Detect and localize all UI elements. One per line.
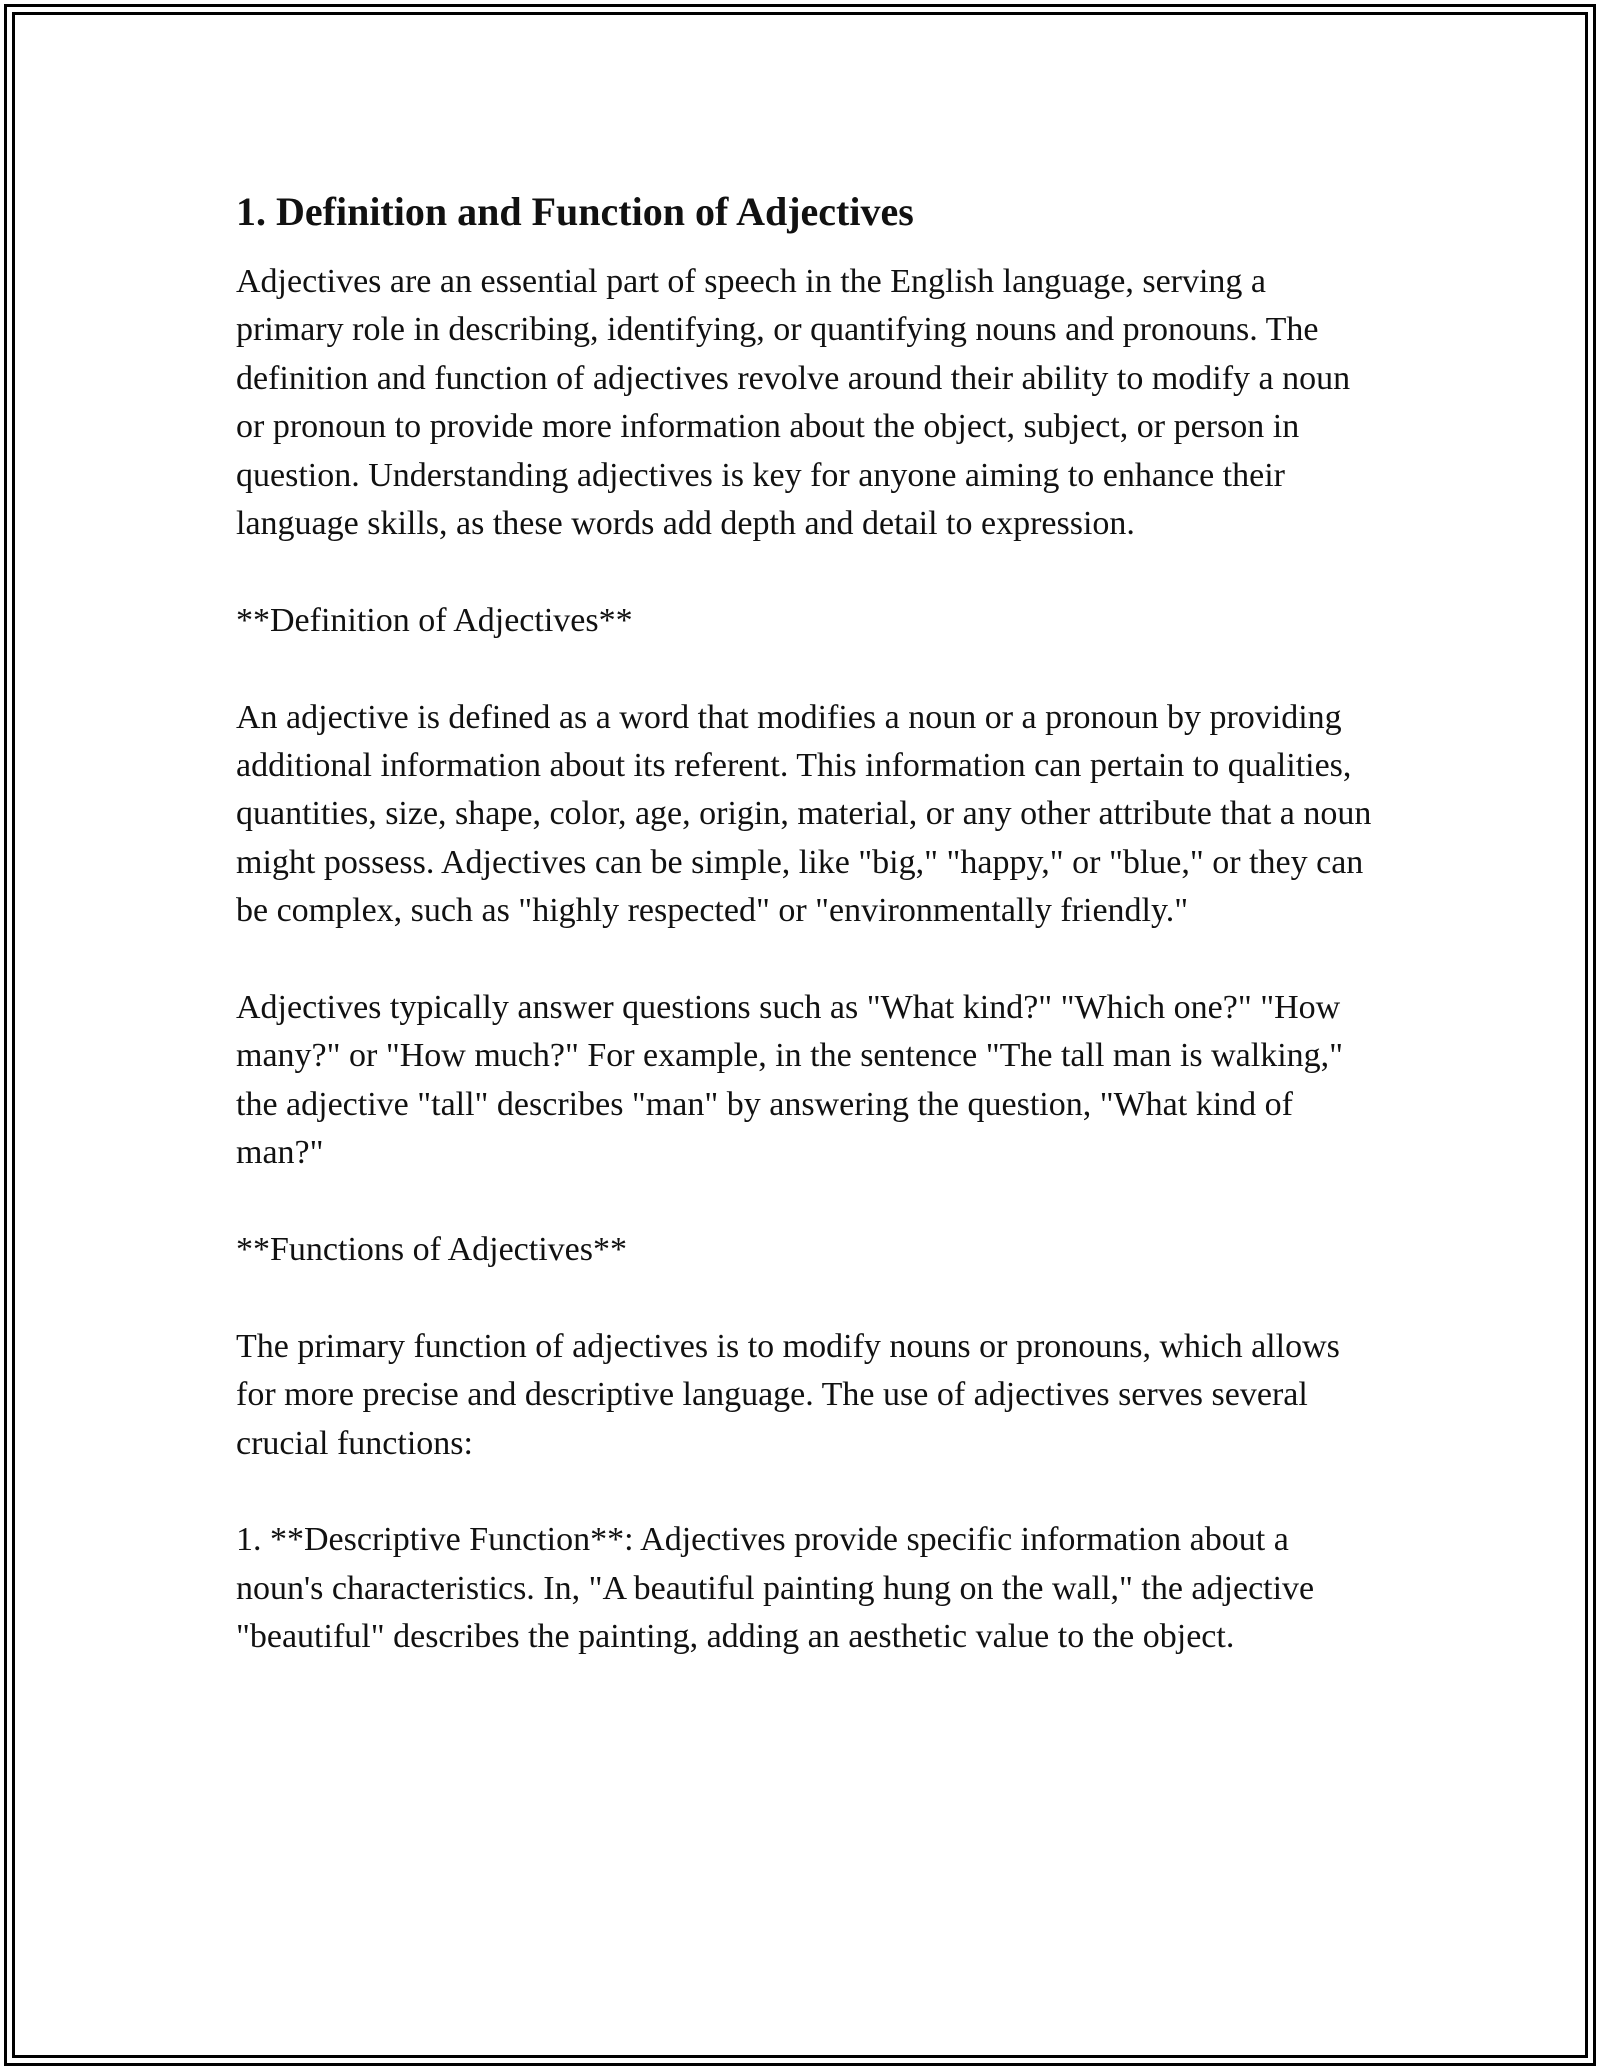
definition-subheading: **Definition of Adjectives** (236, 601, 633, 639)
questions-paragraph: Adjectives typically answer questions such as "What kind?" "Which one?" "How many?" or "How much?" For example, in the sentence "The tall man is walking," the adjective "tall" describes "man" by answering the question, "What kind of man?" (236, 989, 1344, 1172)
intro-paragraph: Adjectives are an essential part of speech in the English language, serving a primary role in describing, identifying, or quantifying nouns and pronouns. The definition and function of adjectives revolve around their ability to modify a noun or pronoun to provide more information about the object, subject, or person in question. Understanding adjectives is key for anyone aiming to enhance their language skills, as these words add depth and detail to expression. (236, 263, 1351, 543)
functions-intro-paragraph: The primary function of adjectives is to modify nouns or pronouns, which allows for more precise and descriptive language. The use of adjectives serves several crucial functions: (236, 1327, 1340, 1462)
document-body (236, 186, 1376, 1662)
definition-paragraph: An adjective is defined as a word that modifies a noun or a pronoun by providing additional information about its referent. This information can pertain to qualities, quantities, size, shape, color, age, origin, material, or any other attribute that a noun might possess. Adjectives can be simple, like "big," "happy," or "blue," or they can be complex, such as "highly respected" or "environmentally friendly." (236, 698, 1372, 930)
section-heading: 1. Definition and Function of Adjectives (236, 189, 914, 234)
functions-subheading: **Functions of Adjectives** (236, 1231, 627, 1269)
descriptive-function-item: 1. **Descriptive Function**: Adjectives provide specific information about a noun's characteristics. In, "A beautiful painting hung on the wall," the adjective "beautiful" describes the painting, adding an aesthetic value to the object. (236, 1521, 1315, 1656)
